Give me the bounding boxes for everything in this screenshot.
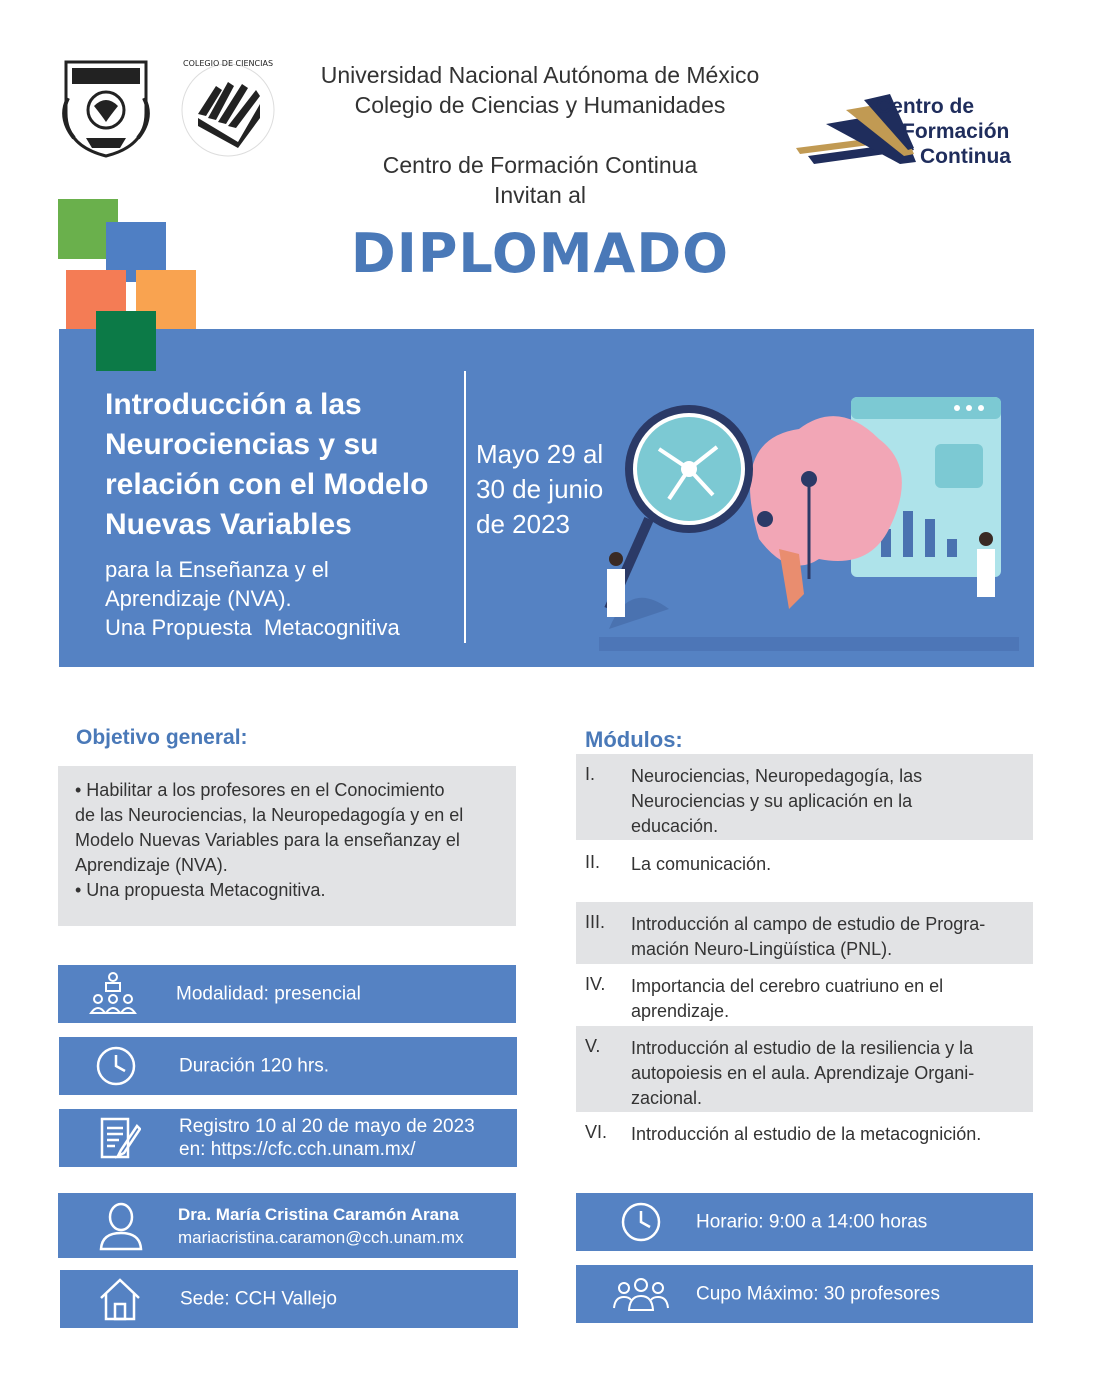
module-item [576,1026,1033,1112]
deco-square-darkgreen [96,311,156,371]
objective-heading: Objetivo general: [76,726,248,749]
module-text-line: La comunicación. [631,854,772,874]
cfc-chevron-logo [796,92,1036,172]
date-line3: de 2023 [476,509,570,539]
contact-name: Dra. María Cristina Caramón Arana [178,1204,459,1224]
clock-icon [620,1201,662,1243]
module-text [631,852,1026,877]
sede-box [60,1270,518,1328]
audience-icon [88,969,138,1019]
course-subtitle-line1: para la Enseñanza y el [105,557,329,582]
date-line1: Mayo 29 al [476,439,604,469]
module-text-line: autopoiesis en el aula. Aprendizaje Organi- [631,1063,975,1083]
module-text [631,974,1026,1024]
duracion-text: Duración 120 hrs. [179,1055,329,1077]
cfc-logo-line3: Continua [920,145,1011,168]
cupo-box [576,1265,1033,1323]
objective-line2: de las Neurociencias, la Neuropedagogía y en el [75,805,464,825]
sede-text: Sede: CCH Vallejo [180,1288,338,1310]
contact-email[interactable]: mariacristina.caramon@cch.unam.mx [178,1227,464,1247]
module-number: II. [585,852,601,872]
horario-box [576,1193,1033,1251]
contact-text [178,1203,464,1249]
contact-box [58,1193,516,1258]
registro-box [59,1109,517,1167]
group-icon [612,1274,670,1314]
module-text-line: aprendizaje. [631,1001,730,1021]
objective-text [75,778,505,903]
module-text [631,1122,1026,1147]
modules-heading: Módulos: [585,727,683,752]
date-line2: 30 de junio [476,474,604,504]
neuroscience-illustration [589,379,1029,659]
module-number: III. [585,912,606,932]
svg-text:COLEGIO DE CIENCIAS: COLEGIO DE CIENCIAS [182,59,274,68]
course-title: Introducción a las Neurociencias y su relación con el Modelo Nuevas Variables [105,388,429,541]
module-text-line: Neurociencias y su aplicación en la [631,791,913,811]
module-item [576,754,1033,840]
module-item [576,964,1033,1026]
module-number: IV. [585,974,606,994]
module-text-line: Neurociencias, Neuropedagogía, las [631,766,923,786]
module-number: V. [585,1036,601,1056]
module-text-line: Introducción al estudio de la resiliencia y la [631,1038,974,1058]
person-icon [98,1201,144,1251]
registro-text [179,1115,475,1161]
course-banner [59,329,1034,667]
objective-line5: • Una propuesta Metacognitiva. [75,880,326,900]
registro-line1: Registro 10 al 20 de mayo de 2023 [179,1116,475,1137]
center-name: Centro de Formación Continua [382,152,698,178]
module-number: VI. [585,1122,608,1142]
module-text [631,764,1026,839]
college-name: Colegio de Ciencias y Humanidades [354,92,726,118]
cfc-logo-line1: Centro de [876,95,975,118]
page-title: DIPLOMADO [350,222,730,285]
invite-text: Invitan al [493,182,587,208]
banner-divider [464,371,466,643]
objective-line3: Modelo Nuevas Variables para la enseñanzay el [75,830,460,850]
unam-crest-icon [58,58,154,158]
module-text-line: mación Neuro-Lingüística (PNL). [631,939,893,959]
cupo-text: Cupo Máximo: 30 profesores [696,1283,940,1305]
clock-icon [95,1045,137,1087]
course-subtitle [105,555,465,642]
module-text-line: Introducción al campo de estudio de Progra- [631,914,986,934]
module-text-line: educación. [631,816,719,836]
horario-text: Horario: 9:00 a 14:00 horas [696,1211,928,1233]
module-number: I. [585,764,596,784]
objective-line4: Aprendizaje (NVA). [75,855,228,875]
module-text-line: Introducción al estudio de la metacognición. [631,1124,982,1144]
objective-line1: • Habilitar a los profesores en el Conocimiento [75,780,445,800]
modalidad-box [58,965,516,1023]
module-text-line: zacional. [631,1088,703,1108]
module-text [631,1036,1026,1111]
course-subtitle-line3: Una Propuesta Metacognitiva [105,615,400,640]
duracion-box [59,1037,517,1095]
course-subtitle-line2: Aprendizaje (NVA). [105,586,292,611]
module-text-line: Importancia del cerebro cuatriuno en el [631,976,944,996]
module-item [576,902,1033,964]
module-text [631,912,1026,962]
modalidad-text: Modalidad: presencial [176,983,361,1005]
cfc-logo-line2: Formación [902,120,1010,143]
objective-box [58,766,516,926]
registro-url[interactable]: en: https://cfc.cch.unam.mx/ [179,1139,416,1160]
form-pen-icon [99,1116,141,1160]
university-name: Universidad Nacional Autónoma de México [320,62,760,88]
module-item [576,1112,1033,1152]
module-item [576,840,1033,902]
house-icon [98,1276,142,1322]
